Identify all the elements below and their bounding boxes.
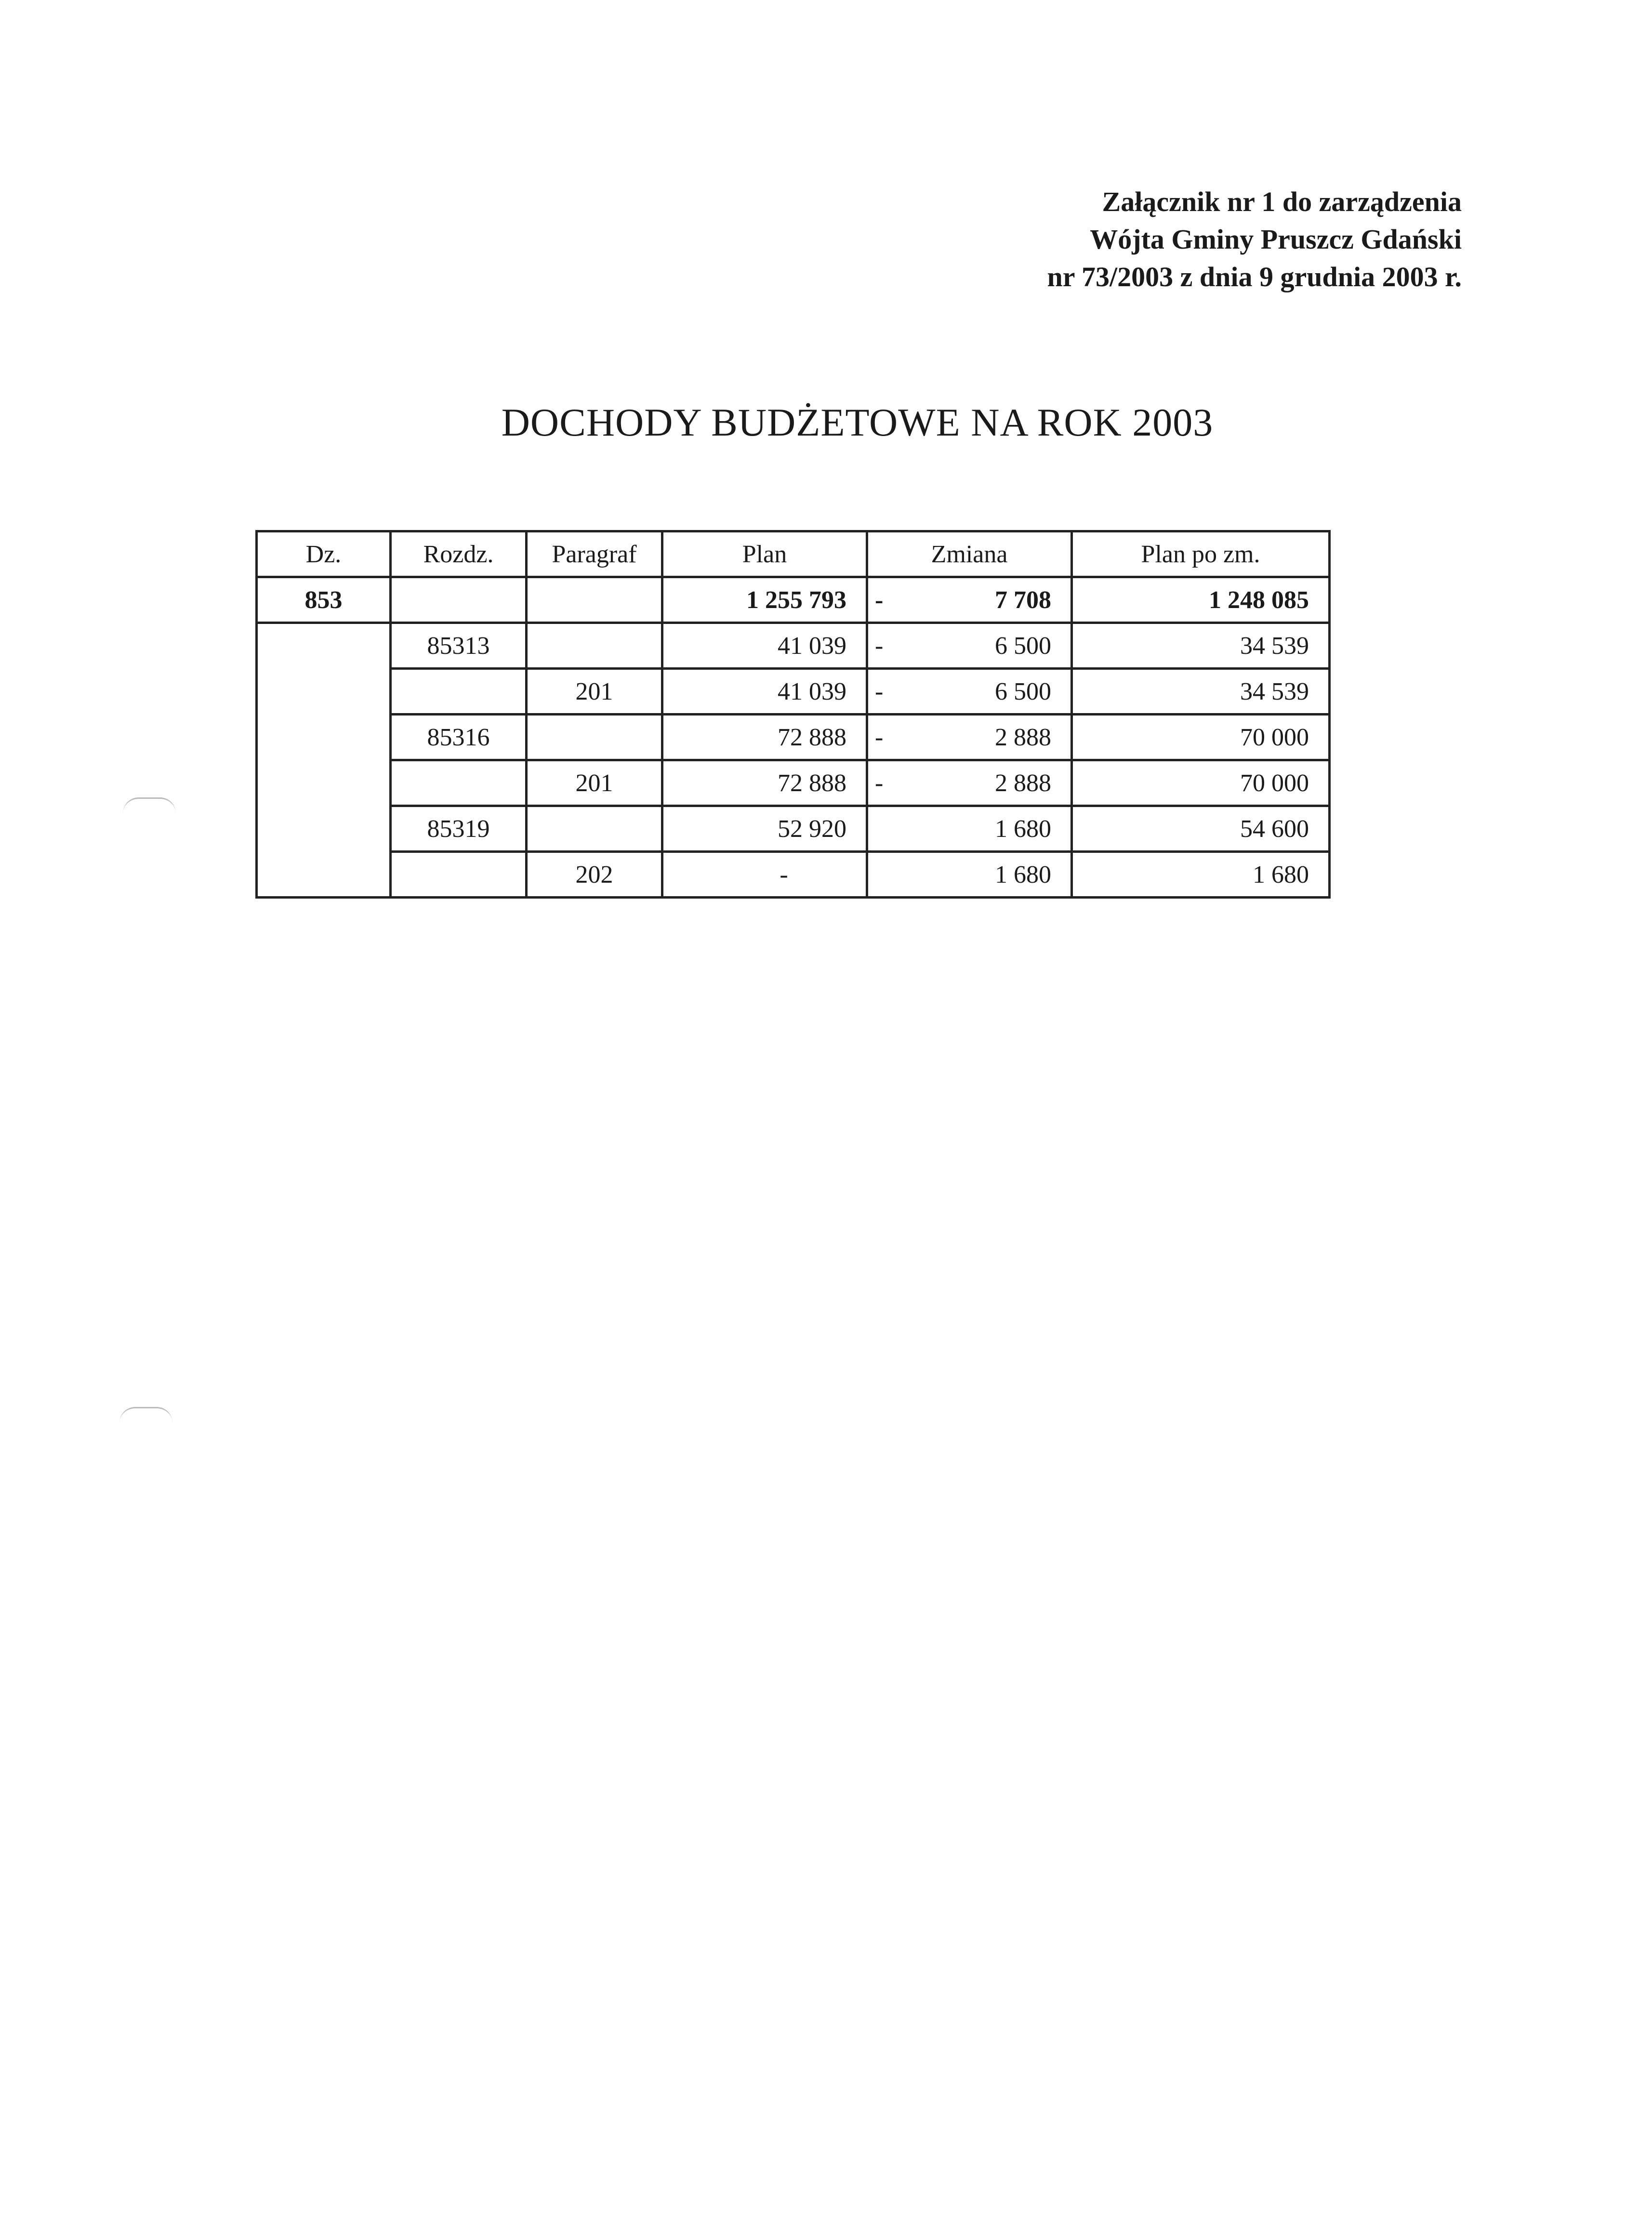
cell-plan-po-zm: 70 000: [1072, 760, 1330, 806]
table-row: [257, 760, 1330, 806]
cell-zmiana: [867, 669, 1072, 715]
header-line-1: Załącznik nr 1 do zarządzenia: [1102, 186, 1462, 217]
cell-plan-po-zm: 1 248 085: [1072, 577, 1330, 623]
cell-zmiana: [867, 577, 1072, 623]
table-row: [257, 577, 1330, 623]
cell-paragraf: [527, 623, 662, 669]
table-row: [257, 852, 1330, 898]
zmiana-sign: -: [875, 586, 884, 614]
header-line-2: Wójta Gminy Pruszcz Gdański: [1090, 224, 1462, 255]
cell-plan: 1 255 793: [662, 577, 867, 623]
zmiana-value: 6 500: [995, 632, 1051, 660]
cell-dz-merged: [257, 623, 391, 898]
cell-plan: -: [662, 852, 867, 898]
cell-rozdz: [391, 852, 527, 898]
zmiana-value: 1 680: [995, 815, 1051, 843]
cell-paragraf: 201: [527, 669, 662, 715]
zmiana-value: 2 888: [995, 769, 1051, 797]
cell-paragraf: 202: [527, 852, 662, 898]
punch-hole-mark: [123, 797, 176, 813]
col-header-plan: Plan: [662, 531, 867, 577]
col-header-dz: Dz.: [257, 531, 391, 577]
cell-rozdz: 85313: [391, 623, 527, 669]
budget-table: [255, 530, 1331, 899]
col-header-paragraf: Paragraf: [527, 531, 662, 577]
cell-plan-po-zm: 1 680: [1072, 852, 1330, 898]
zmiana-value: 7 708: [995, 586, 1051, 614]
cell-dz: 853: [257, 577, 391, 623]
cell-plan-po-zm: 34 539: [1072, 623, 1330, 669]
cell-zmiana: [867, 623, 1072, 669]
col-header-zmiana: Zmiana: [867, 531, 1072, 577]
table-row: [257, 669, 1330, 715]
cell-paragraf: [527, 715, 662, 760]
cell-plan: 52 920: [662, 806, 867, 852]
table-row: [257, 623, 1330, 669]
cell-rozdz: [391, 577, 527, 623]
cell-plan-po-zm: 54 600: [1072, 806, 1330, 852]
zmiana-sign: -: [875, 677, 884, 705]
cell-rozdz: 85316: [391, 715, 527, 760]
col-header-rozdz: Rozdz.: [391, 531, 527, 577]
cell-rozdz: [391, 669, 527, 715]
zmiana-sign: -: [875, 632, 884, 660]
page-title: DOCHODY BUDŻETOWE NA ROK 2003: [501, 400, 1214, 444]
cell-plan-po-zm: 34 539: [1072, 669, 1330, 715]
zmiana-value: 2 888: [995, 723, 1051, 751]
zmiana-sign: -: [875, 769, 884, 797]
table-row: [257, 806, 1330, 852]
attachment-header: [1047, 183, 1462, 296]
cell-plan: 41 039: [662, 669, 867, 715]
table-row: [257, 715, 1330, 760]
cell-rozdz: [391, 760, 527, 806]
table-header-row: [257, 531, 1330, 577]
cell-paragraf: [527, 806, 662, 852]
punch-hole-mark: [119, 1407, 172, 1423]
cell-plan: 72 888: [662, 715, 867, 760]
cell-plan: 41 039: [662, 623, 867, 669]
cell-zmiana: [867, 806, 1072, 852]
zmiana-sign: -: [875, 723, 884, 751]
cell-zmiana: [867, 715, 1072, 760]
cell-zmiana: [867, 760, 1072, 806]
cell-paragraf: 201: [527, 760, 662, 806]
zmiana-value: 6 500: [995, 677, 1051, 705]
cell-plan-po-zm: 70 000: [1072, 715, 1330, 760]
cell-rozdz: 85319: [391, 806, 527, 852]
cell-paragraf: [527, 577, 662, 623]
cell-zmiana: [867, 852, 1072, 898]
col-header-plan-po-zm: Plan po zm.: [1072, 531, 1330, 577]
zmiana-value: 1 680: [995, 861, 1051, 888]
header-line-3: nr 73/2003 z dnia 9 grudnia 2003 r.: [1047, 261, 1462, 292]
cell-plan: 72 888: [662, 760, 867, 806]
